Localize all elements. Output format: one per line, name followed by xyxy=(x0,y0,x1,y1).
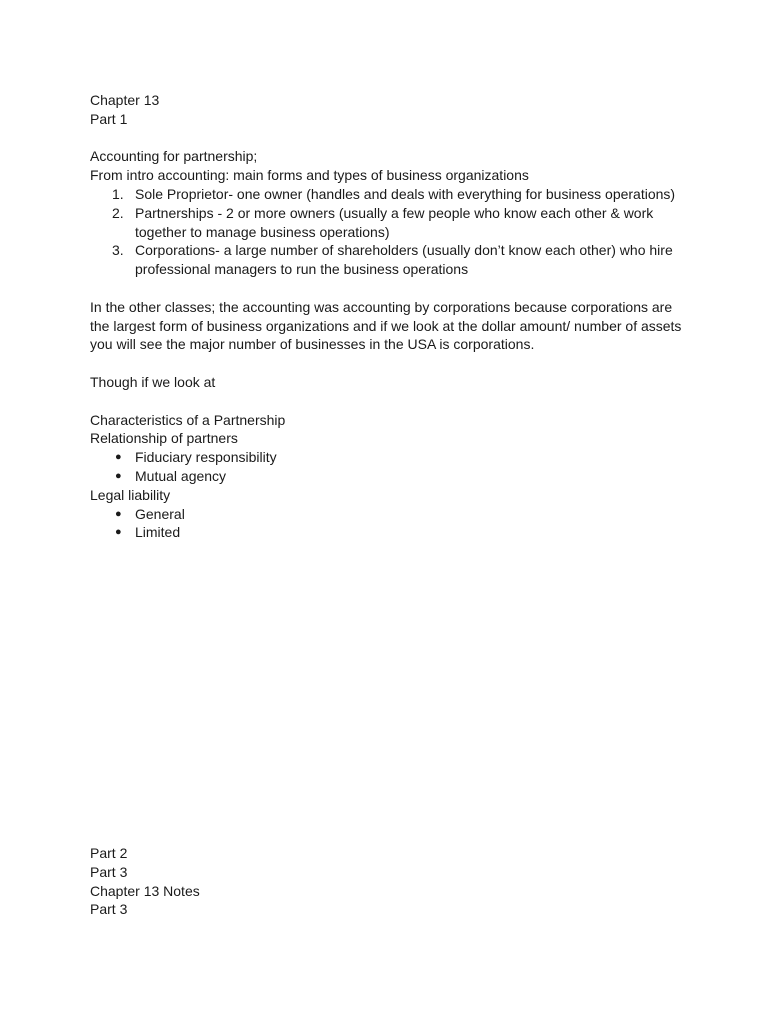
list-item xyxy=(90,448,690,467)
liability-label: Legal liability xyxy=(90,486,171,503)
list-item-text: Partnerships - 2 or more owners (usually a few people who know each other & work together to manage business operations) xyxy=(135,204,654,240)
spacer xyxy=(90,279,690,298)
bullet-icon: ● xyxy=(115,507,122,520)
list-number: 3. xyxy=(112,242,124,259)
section-subtitle: From intro accounting: main forms and types of business organizations xyxy=(90,167,529,184)
list-item-text: Limited xyxy=(135,524,181,541)
footer-links xyxy=(90,844,200,919)
part-heading: Part 1 xyxy=(90,110,128,127)
list-item xyxy=(90,505,690,524)
list-item xyxy=(90,204,690,242)
list-item-text: General xyxy=(135,505,185,522)
list-item-text: Fiduciary responsibility xyxy=(135,449,277,466)
footer-line: Chapter 13 Notes xyxy=(90,882,200,899)
bullet-icon: ● xyxy=(115,526,122,539)
list-item xyxy=(90,523,690,542)
footer-line: Part 3 xyxy=(90,863,128,880)
relationship-label: Relationship of partners xyxy=(90,430,238,447)
list-item xyxy=(90,241,690,279)
relationship-list xyxy=(90,448,690,486)
characteristics-title: Characteristics of a Partnership xyxy=(90,411,286,428)
footer-line: Part 2 xyxy=(90,845,128,861)
list-number: 1. xyxy=(112,185,124,202)
footer-line: Part 3 xyxy=(90,901,128,918)
spacer xyxy=(90,129,690,148)
chapter-heading: Chapter 13 xyxy=(90,92,160,108)
document-body xyxy=(90,91,690,542)
list-item-text: Corporations- a large number of shareholders (usually don’t know each other) who hire professional managers to run the business operations xyxy=(135,242,673,278)
list-item-text: Mutual agency xyxy=(135,467,227,484)
section-title: Accounting for partnership; xyxy=(90,148,258,165)
bullet-icon: ● xyxy=(115,451,122,464)
though-line: Though if we look at xyxy=(90,373,216,390)
bullet-icon: ● xyxy=(115,469,122,482)
list-item xyxy=(90,185,690,204)
spacer xyxy=(90,354,690,373)
paragraph: In the other classes; the accounting was accounting by corporations because corporations are the largest form of business organizations and if we look at the dollar amount/ number of assets you will see the major number of businesses in the USA is corporations. xyxy=(90,298,682,353)
list-number: 2. xyxy=(112,204,124,221)
org-types-list xyxy=(90,185,690,279)
list-item-text: Sole Proprietor- one owner (handles and deals with everything for business operations) xyxy=(135,185,676,202)
liability-list xyxy=(90,505,690,543)
spacer xyxy=(90,392,690,411)
list-item xyxy=(90,467,690,486)
